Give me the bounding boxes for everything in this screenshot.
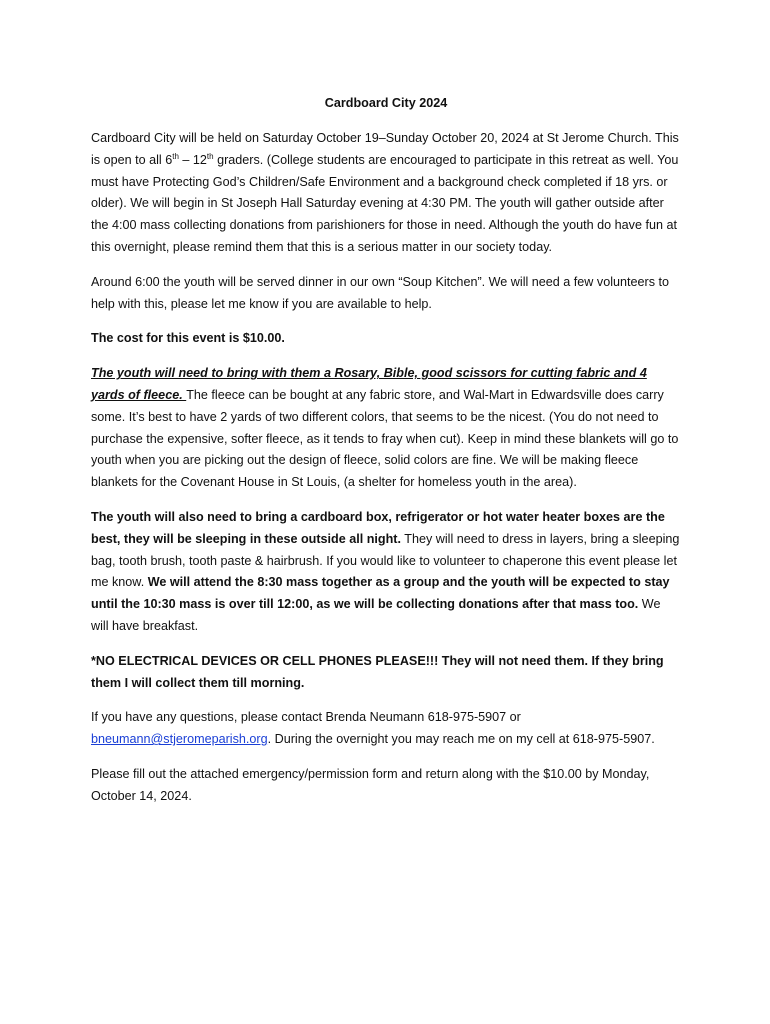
contact-text-2: . During the overnight you may reach me on my cell at 618-975-5907. (267, 732, 655, 747)
cardboard-bold-2: We will attend the 8:30 mass together as a group and the youth will be expected to stay until the 10:30 mass is over till 12:00, as we will be collecting donations after that mass too. (91, 575, 670, 612)
cardboard-bold-1: The youth will also need to bring a cardboard box, refrigerator or hot water heater boxes are the best, they will be sleeping in these outside all night. (91, 509, 665, 546)
devices-text: *NO ELECTRICAL DEVICES OR CELL PHONES PLEASE!!! They will not need them. If they bring them I will collect them till morning. (91, 653, 664, 690)
document-body (91, 93, 681, 821)
cardboard-text-1: They will need to dress in layers, bring a sleeping bag, tooth brush, tooth paste & hairbrush. If you would like to volunteer to chaperone this event please let me know. (91, 531, 680, 590)
supplies-emphasis: The youth will need to bring with them a Rosary, Bible, good scissors for cutting fabric and 4 yards of fleece. (91, 366, 647, 402)
paragraph-supplies (91, 363, 681, 494)
paragraph-intro (91, 128, 681, 259)
intro-text-3: graders. (College students are encouraged to participate in this retreat as well. You must have Protecting God’s Children/Safe Environment and a background check completed if 18 yrs. or older). We will begin in St Joseph Hall Saturday evening at 4:30 PM. The youth will gather outside after the 4:00 mass collecting donations from parishioners for those in need. Although the youth do have fun at this overnight, please remind them that this is a serious matter in our society today. (91, 152, 679, 254)
paragraph-form: Please fill out the attached emergency/permission form and return along with the $10.00 by Monday, October 14, 2024. (91, 766, 650, 803)
paragraph-dinner: Around 6:00 the youth will be served dinner in our own “Soup Kitchen”. We will need a few volunteers to help with this, please let me know if you are available to help. (91, 274, 670, 311)
contact-text-1: If you have any questions, please contact Brenda Neumann 618-975-5907 or (91, 710, 521, 725)
intro-sup-1: th (172, 151, 179, 161)
document-title: Cardboard City 2024 (324, 96, 448, 110)
paragraph-cost (91, 328, 681, 350)
cardboard-text-2: We will have breakfast. (91, 597, 661, 633)
intro-text-2: – 12 (178, 152, 207, 167)
intro-sup-2: th (206, 151, 214, 161)
paragraph-devices (91, 651, 681, 695)
email-link[interactable]: bneumann@stjeromeparish.org (91, 732, 268, 747)
supplies-text: The fleece can be bought at any fabric store, and Wal-Mart in Edwardsville does carry some. It’s best to have 2 yards of two different colors, that seems to be the nicest. (You do not need to purchase the expensive, softer fleece, as it tends to fray when cut). Keep in mind these blankets will go to youth when you are picking out the design of fleece, solid colors are fine. We will be making fleece blankets for the Covenant House in St Louis, (a shelter for homeless youth in the area). (91, 387, 679, 490)
intro-text-1: Cardboard City will be held on Saturday October 19–Sunday October 20, 2024 at St Jerome Church. This is open to all 6 (91, 131, 679, 167)
paragraph-cardboard (91, 507, 681, 638)
cost-text: The cost for this event is $10.00. (91, 331, 285, 346)
paragraph-contact (91, 707, 681, 751)
